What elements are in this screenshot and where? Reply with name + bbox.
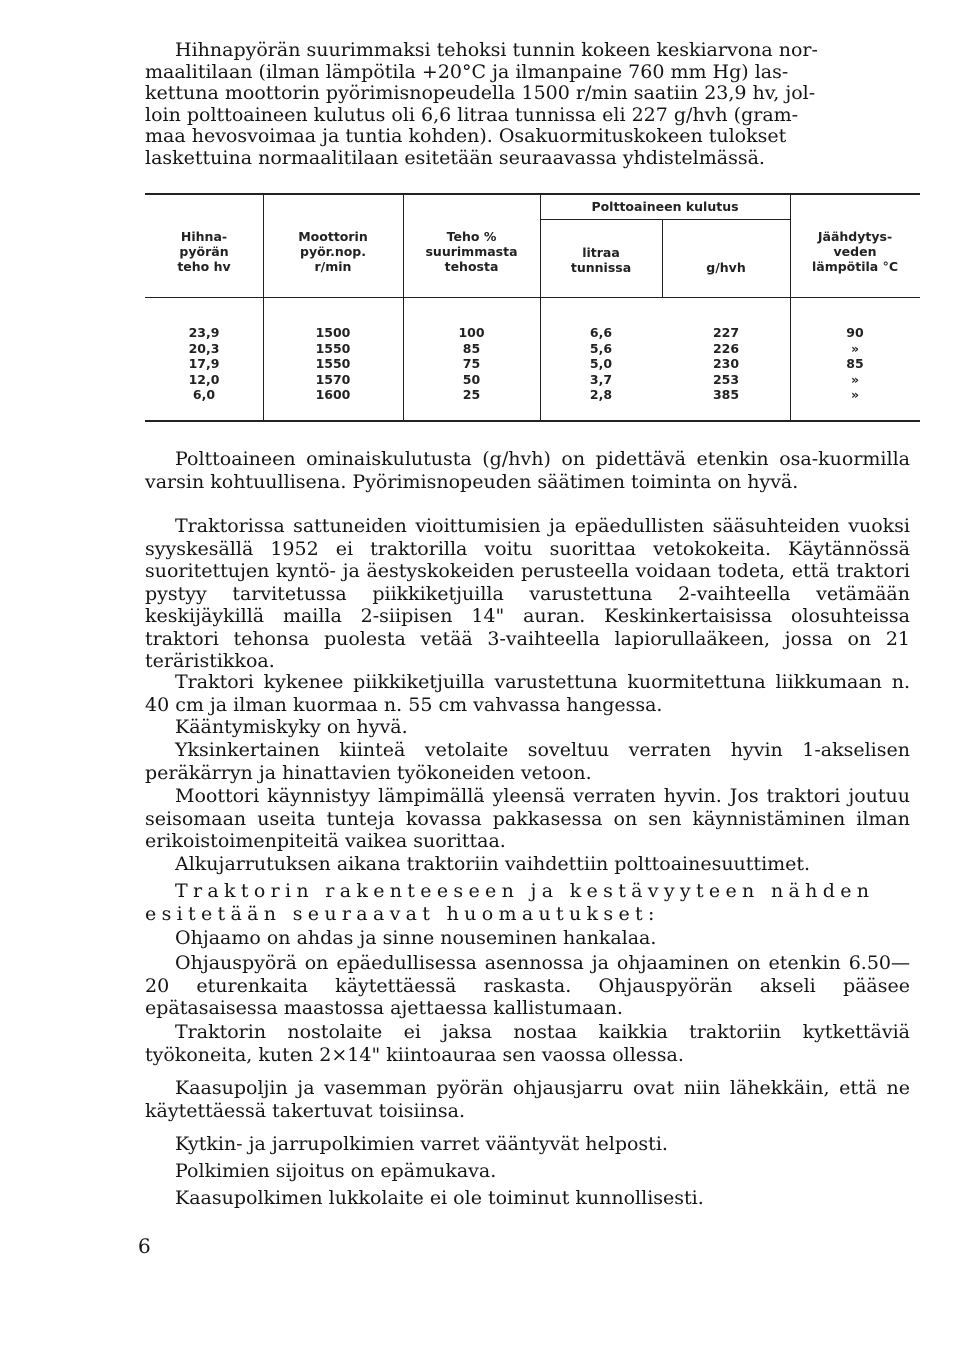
table-cell: 6,0 xyxy=(192,387,216,402)
remark-ohjaamo: Ohjaamo on ahdas ja sinne nouseminen hankalaa. xyxy=(175,927,657,949)
paragraph-vetolaite: Yksinkertainen kiinteä vetolaite soveltuu verraten hyvin 1-akselisen peräkärryn ja hinattavien työkoneiden vetoon. xyxy=(145,739,910,784)
table-cell: 230 xyxy=(712,356,740,371)
column-g-hvh xyxy=(662,325,790,403)
paragraph-kaynnistys: Moottori käynnistyy lämpimällä yleensä verraten hyvin. Jos traktori joutuu seisomaan useita tunteja kovassa pakkasessa on sen käynnistäminen ilman erikoistoimenpiteitä vaikea suorittaa. xyxy=(145,785,910,852)
remark-ohjauspyora: Ohjauspyörä on epäedullisessa asennossa ja ohjaaminen on etenkin 6.50—20 eturenkaita käytettäessä raskasta. Ohjauspyörän akseli pääsee epätasaisessa maastossa ajettaessa kallistumaan. xyxy=(145,952,910,1019)
column-jaahdytysveden-lampotila xyxy=(790,325,920,403)
table-cell: 2,8 xyxy=(589,387,613,402)
results-table xyxy=(145,193,920,422)
intro-line: Hihnapyörän suurimmaksi tehoksi tunnin kokeen keskiarvona nor- xyxy=(175,39,818,61)
intro-line: laskettuina normaalitilaan esitetään seuraavassa yhdistelmässä. xyxy=(145,146,765,169)
header-text: litraa xyxy=(582,245,620,260)
column-hihnapyoran-teho xyxy=(145,325,263,403)
table-cell: 1500 xyxy=(315,325,351,340)
table-header-rule xyxy=(145,297,920,298)
table-cell: 50 xyxy=(462,371,481,387)
remark-nostolaite: Traktorin nostolaite ei jaksa nostaa kaikkia traktoriin kytkettäviä työkoneita, kuten 2×14" kiintoauraa sen vaossa ollessa. xyxy=(145,1021,910,1066)
table-cell: 3,7 xyxy=(589,371,613,387)
table-cell: 23,9 xyxy=(188,325,220,340)
table-cell: 75 xyxy=(462,356,481,371)
header-text: veden xyxy=(833,244,877,259)
table-cell: 5,0 xyxy=(589,356,613,371)
header-jaahdytysveden-lampotila xyxy=(790,229,920,274)
remark-polkimien-sijoitus: Polkimien sijoitus on epämukava. xyxy=(175,1160,497,1182)
header-text: Jäähdytys- xyxy=(817,229,893,244)
column-litraa-tunnissa xyxy=(540,325,662,403)
table-group-rule xyxy=(540,219,790,220)
table-cell: 1550 xyxy=(315,340,351,356)
header-text: suurimmasta xyxy=(425,244,518,259)
table-cell: 6,6 xyxy=(589,325,613,340)
header-text: tehosta xyxy=(444,259,499,274)
table-cell: 226 xyxy=(712,340,740,356)
table-column-rule xyxy=(662,219,663,297)
table-cell: 1570 xyxy=(315,371,351,387)
header-litraa-tunnissa xyxy=(540,245,662,275)
column-moottorin-pyornop xyxy=(263,325,403,403)
intro-paragraph xyxy=(145,40,910,169)
table-cell: 25 xyxy=(462,387,481,402)
page-number: 6 xyxy=(138,1234,151,1258)
header-text: teho hv xyxy=(177,259,231,274)
table-cell: 253 xyxy=(712,371,740,387)
intro-line: kettuna moottorin pyörimisnopeudella 1500 r/min saatiin 23,9 hv, jol- xyxy=(145,82,816,104)
header-text: pyör.nop. xyxy=(300,244,366,259)
intro-line: maalitilaan (ilman lämpötila +20°C ja ilmanpaine 760 mm Hg) las- xyxy=(145,60,789,83)
header-text: r/min xyxy=(314,259,352,274)
table-cell: 385 xyxy=(712,387,740,402)
header-text: Hihna- xyxy=(180,229,228,244)
table-cell: 100 xyxy=(458,325,485,340)
table-cell: 5,6 xyxy=(589,340,613,356)
table-cell: 227 xyxy=(712,325,740,340)
remarks-heading: Traktorin rakenteeseen ja kestävyyteen nähden esitetään seuraavat huomautukset: xyxy=(145,880,875,925)
header-g-hvh: g/hvh xyxy=(706,260,746,275)
paragraph-suuttimet: Alkujarrutuksen aikana traktoriin vaihdettiin polttoainesuuttimet. xyxy=(175,853,811,875)
table-cell: 90 xyxy=(846,325,864,340)
header-hihnapyoran-teho xyxy=(145,229,263,274)
header-text: lämpötila °C xyxy=(811,259,899,274)
header-text: Moottorin xyxy=(298,229,368,244)
paragraph-hanki: Traktori kykenee piikkiketjuilla varustettuna kuormitettuna liikkumaan n. 40 cm ja ilman kuormaa n. 55 cm vahvassa hangessa. xyxy=(145,671,910,716)
table-cell: 85 xyxy=(846,356,864,371)
paragraph-vetokokeet: Traktorissa sattuneiden vioittumisien ja epäedullisten sääsuhteiden vuoksi syyskesällä 1952 ei traktorilla voitu suorittaa vetokokeita. Käytännössä suoritettujen kyntö- ja äestyskokeiden perusteella voidaan todeta, että traktori pystyy tarvitetussa piikkiketjuilla varustettuna 2-vaihteella vetämään keskijäykillä mailla 2-siipisen 14" auran. Keskinkertaisissa olosuhteissa traktori tehonsa puolesta vetää 3-vaihteella lapiorullaäkeen, jossa on 21 teräristikkoa. xyxy=(145,515,910,672)
table-cell: 12,0 xyxy=(188,371,220,387)
header-moottorin-pyornop xyxy=(263,229,403,274)
table-cell: 1550 xyxy=(315,356,351,371)
header-text: tunnissa xyxy=(570,260,632,275)
table-cell: 1600 xyxy=(315,387,351,402)
header-polttoaineen-kulutus: Polttoaineen kulutus xyxy=(591,199,739,214)
column-teho-prosentti xyxy=(403,325,540,403)
table-cell: 85 xyxy=(462,340,481,356)
remark-kaasupoljin: Kaasupoljin ja vasemman pyörän ohjausjarru ovat niin lähekkäin, että ne käytettäessä takertuvat toisiinsa. xyxy=(145,1077,910,1122)
header-text: Teho % xyxy=(446,229,497,244)
header-text: pyörän xyxy=(179,244,229,259)
remark-polkimien-varret: Kytkin- ja jarrupolkimien varret vääntyvät helposti. xyxy=(175,1133,668,1155)
intro-line: loin polttoaineen kulutus oli 6,6 litraa tunnissa eli 227 g/hvh (gram- xyxy=(145,103,799,126)
intro-line: maa hevosvoimaa ja tuntia kohden). Osakuormituskokeen tulokset xyxy=(145,125,787,147)
paragraph-ominaiskulutus: Polttoaineen ominaiskulutusta (g/hvh) on pidettävä etenkin osa-kuormilla varsin kohtuullisena. Pyörimisnopeuden säätimen toiminta on hyvä. xyxy=(145,448,910,493)
table-cell: » xyxy=(850,371,860,387)
header-teho-prosentti xyxy=(403,229,540,274)
table-cell: 20,3 xyxy=(188,340,220,356)
paragraph-kaantymiskyky: Kääntymiskyky on hyvä. xyxy=(175,716,408,738)
remark-lukkolaite: Kaasupolkimen lukkolaite ei ole toiminut kunnollisesti. xyxy=(175,1187,704,1209)
table-cell: » xyxy=(850,387,860,402)
table-cell: » xyxy=(850,340,860,356)
table-cell: 17,9 xyxy=(188,356,220,371)
